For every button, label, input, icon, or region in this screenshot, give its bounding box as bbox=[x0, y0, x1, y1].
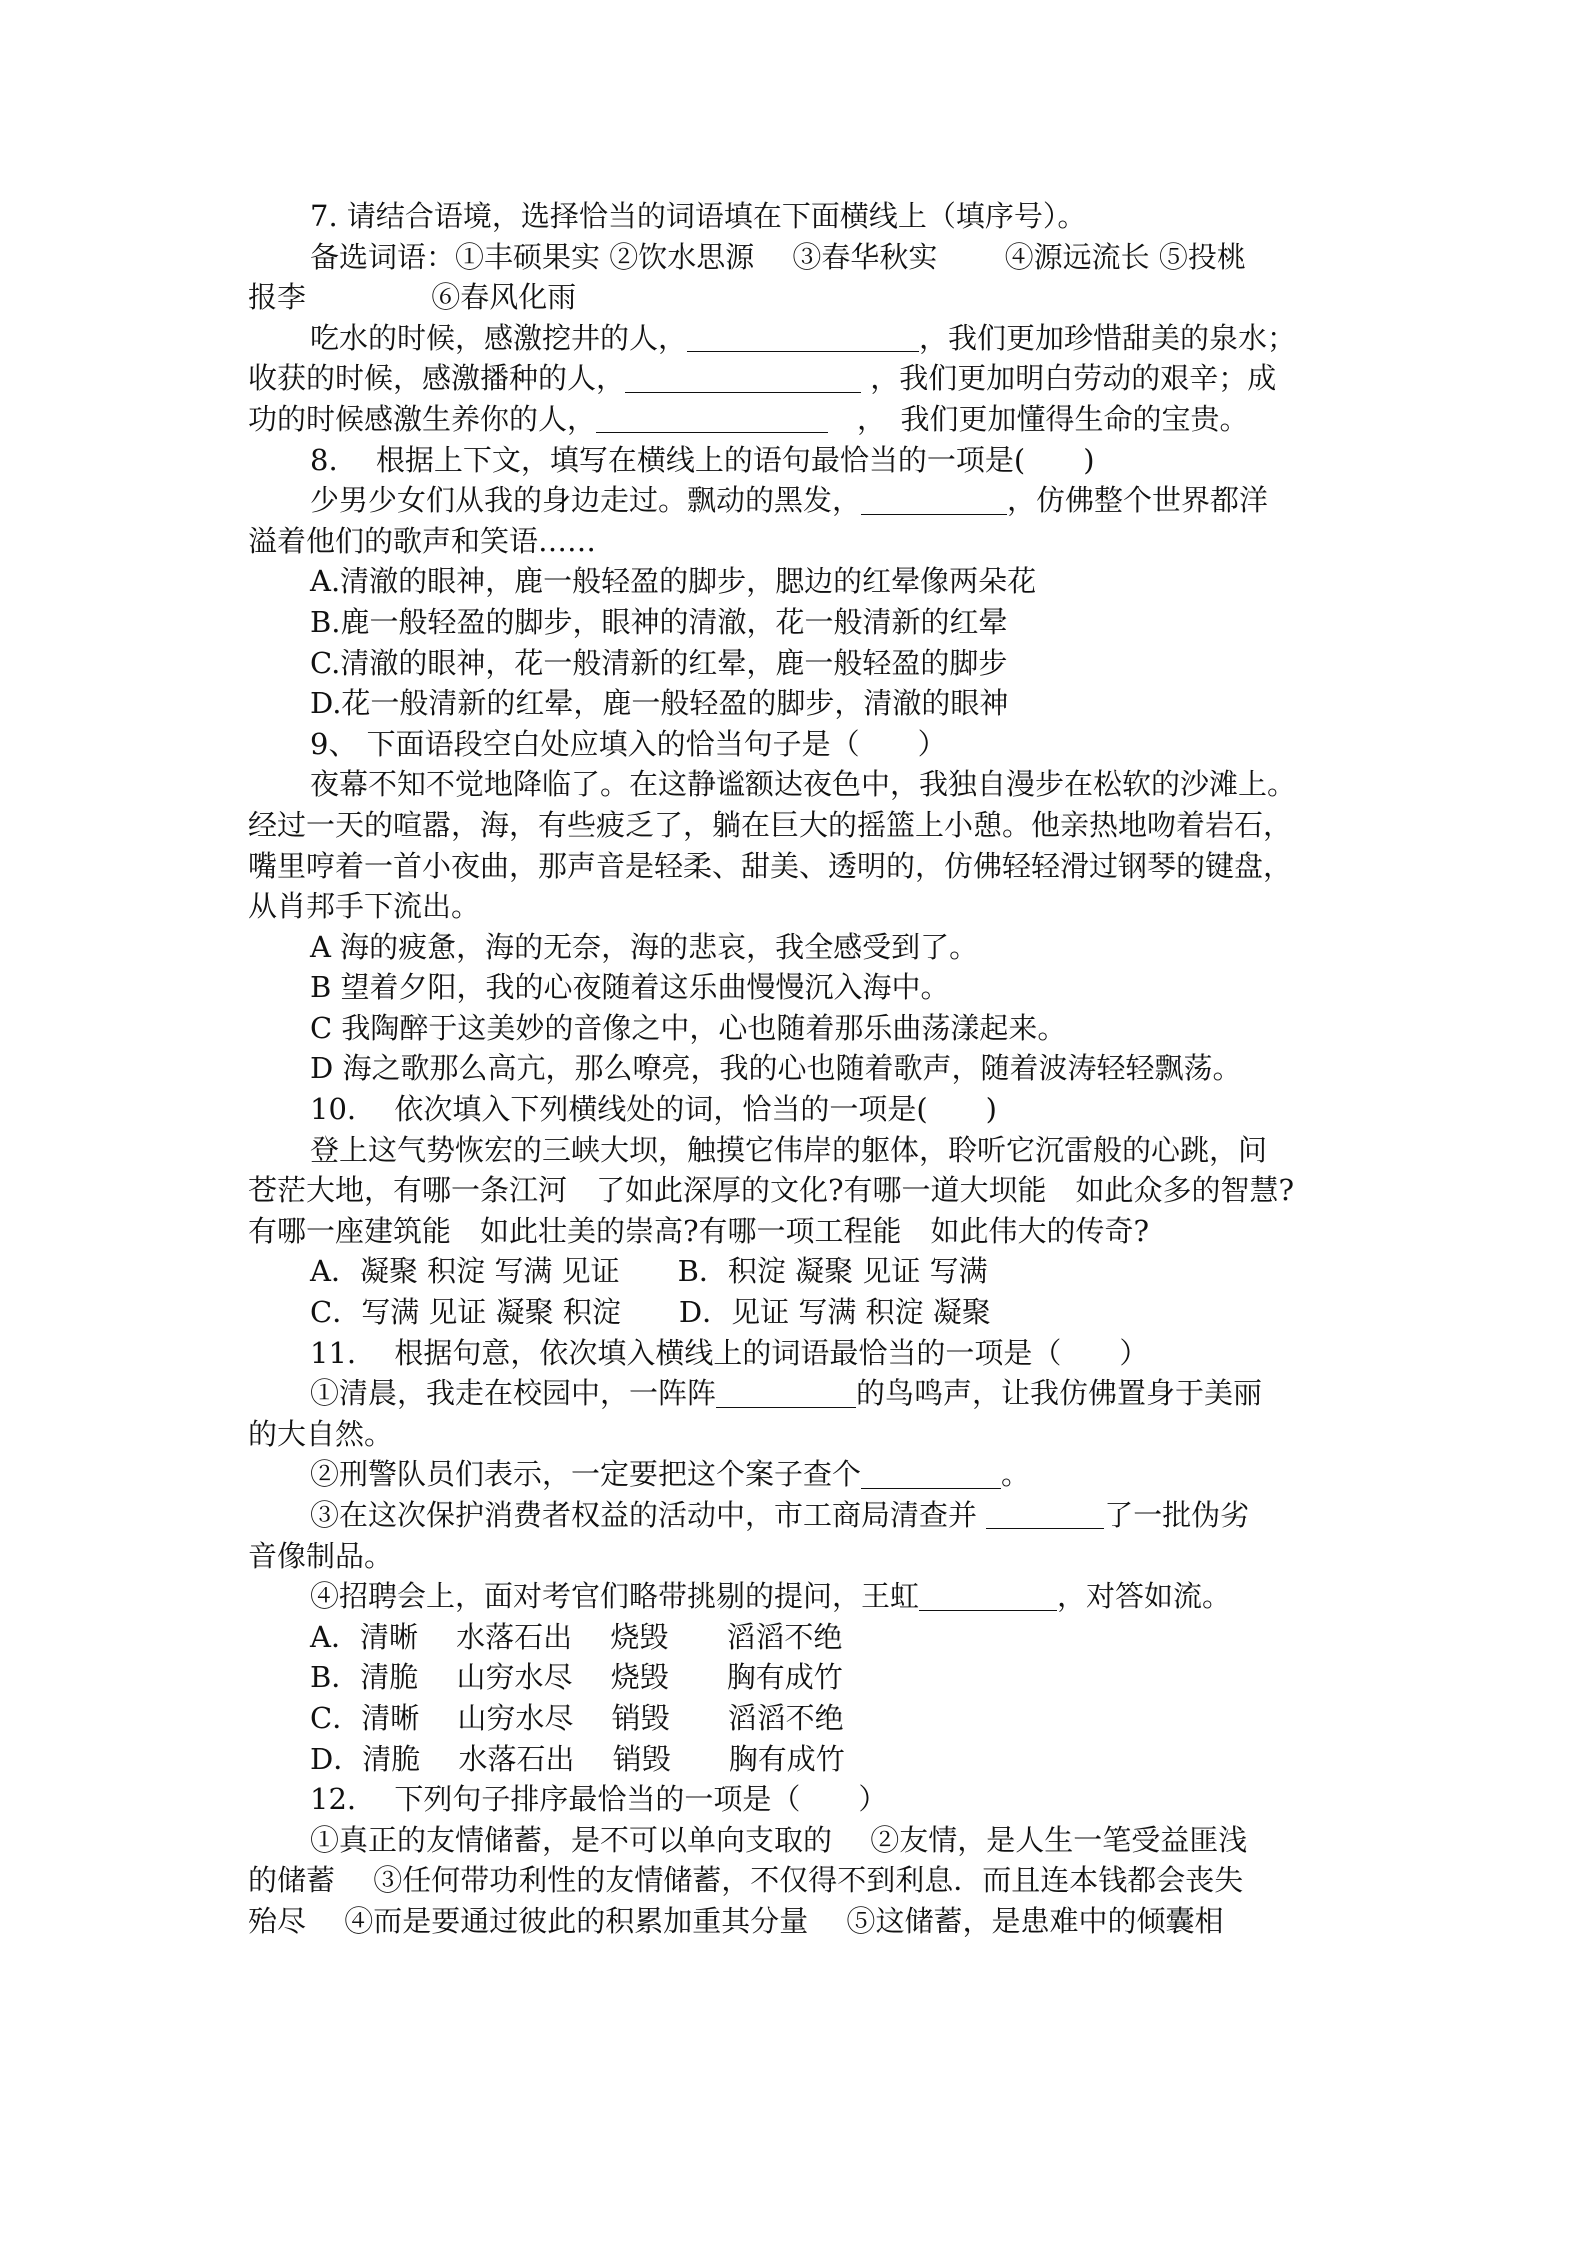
q9-passage: 从肖邦手下流出。 bbox=[248, 889, 481, 924]
q12-passage: 殆尽 ④而是要通过彼此的积累加重其分量 ⑤这储蓄，是患难中的倾囊相 bbox=[248, 1903, 1224, 1938]
q11-sentence-3: 音像制品。 bbox=[248, 1538, 394, 1573]
text-segment: 收获的时候，感激播种的人， bbox=[248, 361, 626, 396]
q12-passage: ①真正的友情储蓄，是不可以单向支取的 ②友情，是人生一笔受益匪浅 bbox=[310, 1822, 1248, 1857]
text-segment: ， 我们更加懂得生命的宝贵。 bbox=[828, 401, 1249, 436]
q9-passage: 嘴里哼着一首小夜曲，那声音是轻柔、甜美、透明的，仿佛轻轻滑过钢琴的键盘， bbox=[248, 848, 1293, 883]
text-segment: ①清晨，我走在校园中，一阵阵 bbox=[310, 1376, 717, 1411]
q10-passage: 苍茫大地，有哪一条江河 了如此深厚的文化?有哪一道大坝能 如此众多的智慧? bbox=[248, 1173, 1295, 1208]
option-a: A．清晰 水落石出 烧毁 滔滔不绝 bbox=[310, 1619, 843, 1654]
q11-sentence-3 bbox=[248, 1495, 1348, 1536]
q7-stem: 7. 请结合语境，选择恰当的词语填在下面横线上（填序号）。 bbox=[310, 199, 1087, 233]
q11-stem: 11. 根据句意，依次填入横线上的词语最恰当的一项是（ ） bbox=[310, 1335, 1149, 1370]
q9-stem: 9、 下面语段空白处应填入的恰当句子是（ ） bbox=[310, 726, 947, 761]
q9-passage: 经过一天的喧嚣，海，有些疲乏了，躺在巨大的摇篮上小憩。他亲热地吻着岩石， bbox=[248, 807, 1293, 842]
text-segment: 少男少女们从我的身边走过。飘动的黑发， bbox=[310, 483, 862, 518]
q10-passage: 登上这气势恢宏的三峡大坝，触摸它伟岸的躯体，聆听它沉雷般的心跳，问 bbox=[310, 1132, 1268, 1167]
options-cd: C．写满 见证 凝聚 积淀 D．见证 写满 积淀 凝聚 bbox=[310, 1295, 991, 1330]
answer-blank[interactable] bbox=[919, 1581, 1057, 1611]
option-c: C.清澈的眼神，花一般清新的红晕，鹿一般轻盈的脚步 bbox=[310, 645, 1008, 680]
q11-sentence-1 bbox=[248, 1373, 1348, 1414]
text-segment: 的鸟鸣声，让我仿佛置身于美丽 bbox=[856, 1376, 1263, 1411]
q7-options: 备选词语：①丰硕果实 ②饮水思源 ③春华秋实 ④源远流长 ⑤投桃 bbox=[310, 239, 1246, 274]
text-segment: 功的时候感激生养你的人， bbox=[248, 401, 597, 436]
answer-blank[interactable] bbox=[861, 1459, 1001, 1489]
exam-page bbox=[248, 196, 1348, 1942]
q7-passage bbox=[248, 399, 1348, 440]
answer-blank[interactable] bbox=[861, 485, 1007, 515]
text-segment: ②刑警队员们表示，一定要把这个案子查个 bbox=[310, 1457, 862, 1492]
q8-passage: 溢着他们的歌声和笑语…… bbox=[248, 523, 597, 558]
option-d: D.花一般清新的红晕，鹿一般轻盈的脚步，清澈的眼神 bbox=[310, 686, 1009, 721]
option-b: B 望着夕阳，我的心夜随着这乐曲慢慢沉入海中。 bbox=[310, 970, 950, 1005]
text-segment: ③在这次保护消费者权益的活动中，市工商局清查并 bbox=[310, 1498, 987, 1532]
text-segment: 吃水的时候，感激挖井的人， bbox=[310, 320, 688, 355]
option-c: C．清晰 山穷水尽 销毁 滔滔不绝 bbox=[310, 1700, 844, 1735]
option-b: B.鹿一般轻盈的脚步，眼神的清澈，花一般清新的红晕 bbox=[310, 604, 1008, 639]
q8-stem: 8. 根据上下文，填写在横线上的语句最恰当的一项是( ) bbox=[310, 442, 1095, 477]
q7-passage bbox=[248, 318, 1348, 359]
q7-passage bbox=[248, 358, 1348, 399]
answer-blank[interactable] bbox=[625, 363, 861, 393]
q12-passage: 的储蓄 ③任何带功利性的友情储蓄，不仅得不到利息．而且连本钱都会丧失 bbox=[248, 1863, 1244, 1898]
q12-stem: 12. 下列句子排序最恰当的一项是（ ） bbox=[310, 1782, 888, 1817]
text-segment: ，仿佛整个世界都洋 bbox=[1007, 483, 1269, 518]
options-ab: A．凝聚 积淀 写满 见证 B．积淀 凝聚 见证 写满 bbox=[310, 1254, 988, 1289]
answer-blank[interactable] bbox=[596, 403, 828, 433]
q11-sentence-4 bbox=[248, 1576, 1348, 1617]
option-d: D 海之歌那么高亢，那么嘹亮，我的心也随着歌声，随着波涛轻轻飘荡。 bbox=[310, 1051, 1242, 1086]
text-segment: ，我们更加明白劳动的艰辛；成 bbox=[861, 361, 1277, 396]
answer-blank[interactable] bbox=[716, 1378, 856, 1408]
q9-passage: 夜幕不知不觉地降临了。在这静谧额达夜色中，我独自漫步在松软的沙滩上。 bbox=[310, 767, 1297, 802]
q11-sentence-1: 的大自然。 bbox=[248, 1416, 394, 1451]
option-c: C 我陶醉于这美妙的音像之中，心也随着那乐曲荡漾起来。 bbox=[310, 1010, 1067, 1045]
q7-options: 报李 ⑥春风化雨 bbox=[248, 280, 577, 315]
text-segment: ，我们更加珍惜甜美的泉水； bbox=[919, 320, 1297, 355]
answer-blank[interactable] bbox=[986, 1499, 1104, 1529]
q8-passage bbox=[248, 480, 1348, 521]
text-segment: 。 bbox=[1001, 1457, 1031, 1492]
option-a: A 海的疲惫，海的无奈，海的悲哀，我全感受到了。 bbox=[310, 929, 979, 964]
option-b: B．清脆 山穷水尽 烧毁 胸有成竹 bbox=[310, 1660, 843, 1695]
text-segment: 了一批伪劣 bbox=[1104, 1498, 1250, 1532]
option-d: D．清脆 水落石出 销毁 胸有成竹 bbox=[310, 1741, 845, 1776]
text-segment: ④招聘会上，面对考官们略带挑剔的提问，王虹 bbox=[310, 1579, 920, 1614]
q10-stem: 10. 依次填入下列横线处的词，恰当的一项是( ) bbox=[310, 1092, 997, 1127]
q10-passage: 有哪一座建筑能 如此壮美的崇高?有哪一项工程能 如此伟大的传奇? bbox=[248, 1213, 1150, 1248]
q11-sentence-2 bbox=[248, 1454, 1348, 1495]
answer-blank[interactable] bbox=[687, 322, 919, 352]
option-a: A.清澈的眼神，鹿一般轻盈的脚步，腮边的红晕像两朵花 bbox=[310, 564, 1037, 599]
text-segment: ，对答如流。 bbox=[1057, 1579, 1232, 1614]
